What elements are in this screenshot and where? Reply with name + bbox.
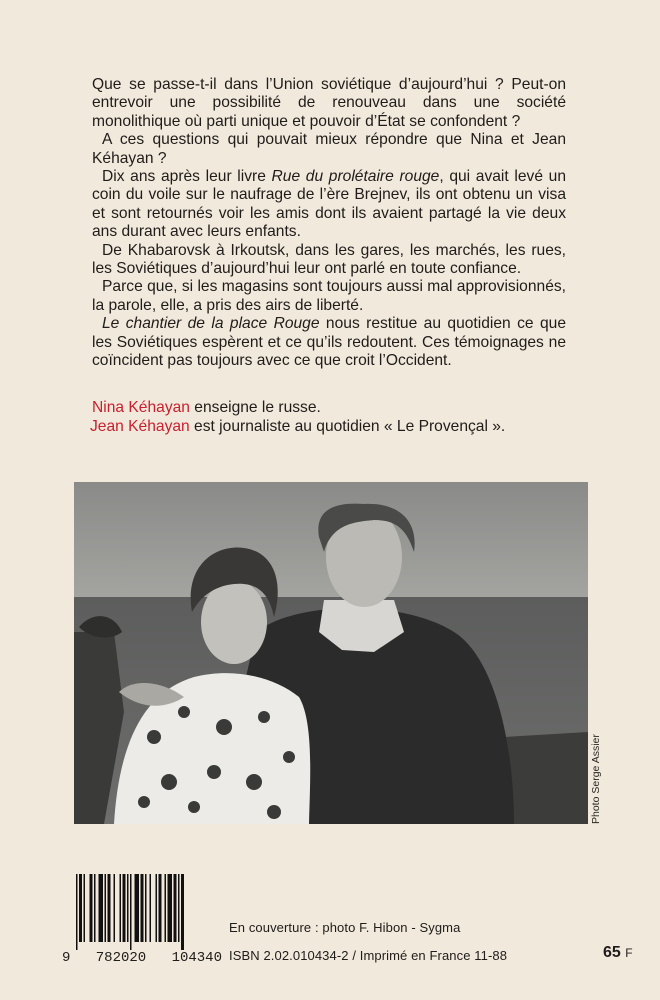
barcode-bar — [141, 874, 144, 942]
back-cover-blurb — [92, 76, 566, 371]
barcode-bar — [76, 874, 78, 950]
barcode-bar — [79, 874, 82, 942]
barcode-bar — [99, 874, 104, 942]
barcode-bar — [156, 874, 158, 942]
blurb-paragraph-4: De Khabarovsk à Irkoutsk, dans les gares, les marchés, les rues, les Soviétiques d’aujourd’hui leur ont parlé en toute confiance. — [92, 241, 566, 278]
barcode-group-left: 782020 — [95, 950, 147, 966]
barcode-bar — [135, 874, 140, 942]
blurb-paragraph-3 — [92, 168, 566, 242]
barcode-bar — [94, 874, 96, 942]
barcode-bar — [130, 874, 132, 950]
barcode-bar — [114, 874, 116, 942]
barcode-bar — [120, 874, 122, 942]
barcode-digit-first: 9 — [62, 950, 71, 966]
author-role-nina: enseigne le russe. — [189, 399, 321, 416]
price-currency: F — [625, 946, 633, 960]
previous-book-title: Rue du prolétaire rouge — [271, 168, 440, 186]
barcode-bar — [105, 874, 107, 942]
author-role-jean: est journaliste au quotidien « Le Provençal ». — [189, 418, 506, 435]
author-name-jean: Jean Kéhayan — [90, 418, 190, 435]
author-photo — [74, 482, 588, 824]
author-bio-nina — [92, 398, 572, 417]
barcode-bar — [165, 874, 167, 942]
blurb-p6-end: nous restitue au quotidien ce que les Soviétiques espèrent et ce qu’ils redoutent. Ces témoignages ne coïncident pas toujours avec ce que croit l’Occident. — [92, 315, 566, 370]
book-title: Le chantier de la place Rouge — [102, 315, 320, 333]
author-bio-jean — [90, 417, 572, 436]
photo-credit: Photo Serge Assier — [590, 734, 602, 824]
author-bios — [92, 398, 572, 436]
barcode-bar — [168, 874, 173, 942]
barcode-digits — [62, 950, 222, 966]
barcode-bar — [123, 874, 126, 942]
barcode-bar — [178, 874, 180, 942]
blurb-p3-end: , qui avait levé un coin du voile sur le naufrage de l’ère Brejnev, ils ont obtenu un visa et sont retournés voir les amis dont ils avaient partagé la vie deux ans durant avec leurs enfants. — [92, 168, 566, 241]
blurb-paragraph-1: Que se passe-t-il dans l’Union soviétique d’aujourd’hui ? Peut-on entrevoir une possibilité de renouveau dans une société monolithique où parti unique et pouvoir d’État se confondent ? — [92, 76, 566, 130]
blurb-p3-start: Dix ans après leur livre — [102, 168, 272, 186]
barcode-bar — [108, 874, 111, 942]
blurb-paragraph-2: A ces questions qui pouvait mieux répondre que Nina et Jean Kéhayan ? — [92, 131, 566, 167]
price — [603, 944, 633, 962]
barcode-bars — [76, 874, 217, 950]
isbn-barcode — [62, 872, 222, 966]
barcode-bar — [90, 874, 93, 942]
price-amount: 65 — [603, 944, 621, 961]
barcode-bar — [84, 874, 86, 942]
barcode-bar — [127, 874, 129, 942]
author-name-nina: Nina Kéhayan — [92, 399, 190, 416]
blurb-paragraph-6 — [92, 315, 566, 370]
barcode-bar — [150, 874, 152, 942]
cover-photo-credit: En couverture : photo F. Hibon - Sygma — [229, 920, 461, 935]
barcode-bar — [145, 874, 147, 942]
isbn-imprint-line: ISBN 2.02.010434-2 / Imprimé en France 11-88 — [229, 948, 508, 963]
barcode-bar — [159, 874, 162, 942]
barcode-bar — [181, 874, 184, 950]
blurb-paragraph-5: Parce que, si les magasins sont toujours aussi mal approvisionnés, la parole, elle, a pris des airs de liberté. — [92, 278, 566, 314]
barcode-bar — [174, 874, 177, 942]
barcode-group-right: 104340 — [171, 950, 222, 966]
author-photo-illustration — [74, 482, 588, 824]
